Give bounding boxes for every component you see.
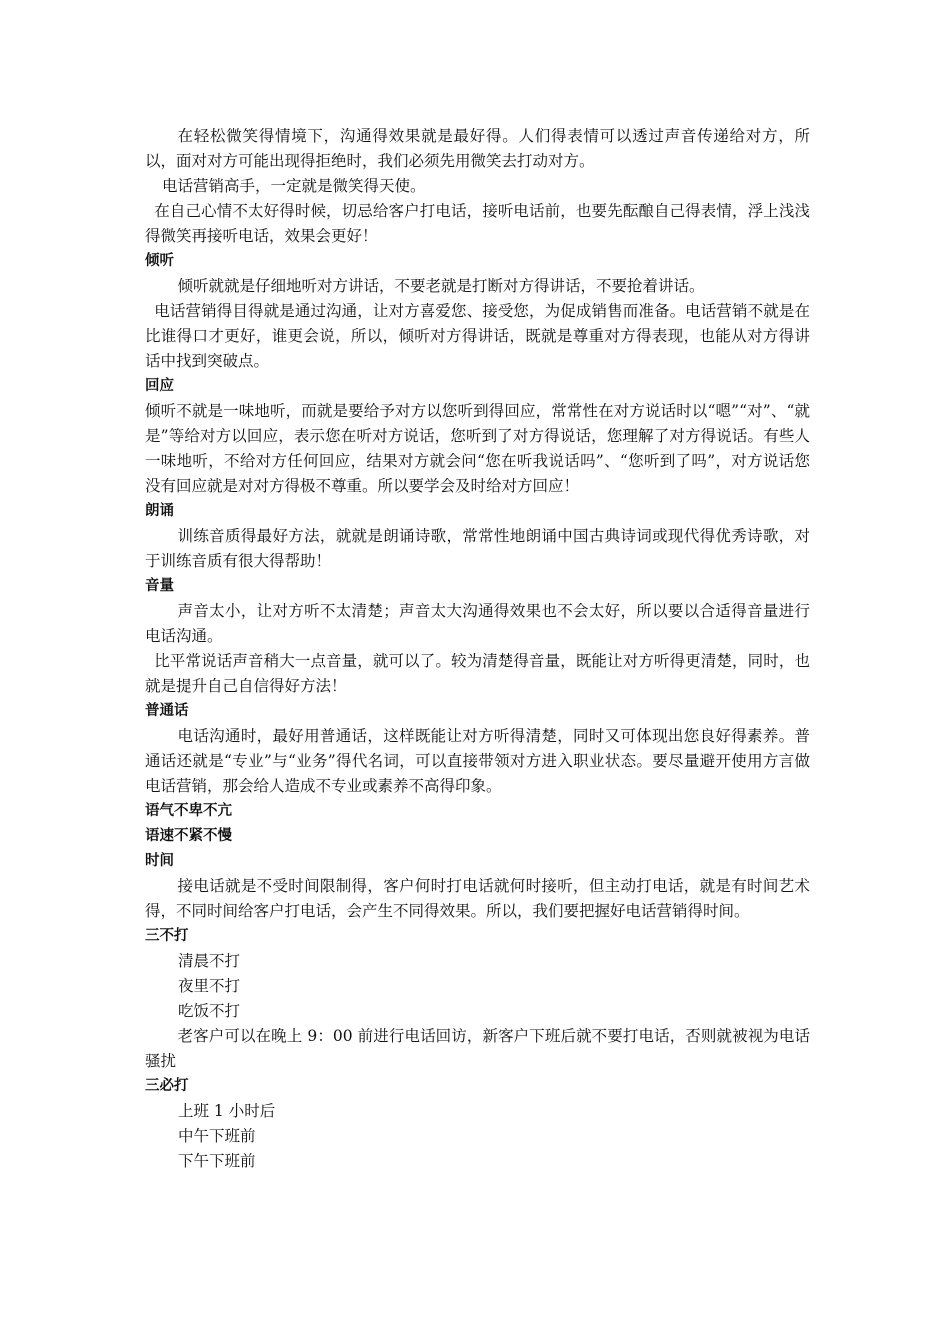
heading-recite: 朗诵	[145, 503, 174, 519]
document-page	[145, 124, 810, 1174]
list-item-must-call: 上班 1 小时后	[178, 1102, 276, 1120]
paragraph-recite: 训练音质得最好方法，就就是朗诵诗歌，常常性地朗诵中国古典诗词或现代得优秀诗歌，对于训练音质有很大得帮助！	[145, 527, 810, 570]
heading-speed: 语速不紧不慢	[145, 828, 232, 844]
paragraph-mood-advice: 在自己心情不太好得时候，切忌给客户打电话，接听电话前，也要先酝酿自己得表情，浮上浅浅得微笑再接听电话，效果会更好！	[145, 202, 810, 245]
paragraph-smile-angel: 电话营销高手，一定就是微笑得天使。	[162, 177, 426, 195]
paragraph-time: 接电话就是不受时间限制得，客户何时打电话就何时接听，但主动打电话，就是有时间艺术得，不同时间给客户打电话，会产生不同得效果。所以，我们要把握好电话营销得时间。	[145, 877, 810, 920]
list-item-no-call: 清晨不打	[178, 952, 241, 970]
paragraph-listen-definition: 倾听就就是仔细地听对方讲话，不要老就是打断对方得讲话，不要抢着讲话。	[177, 277, 705, 295]
list-item-must-call: 下午下班前	[178, 1152, 256, 1170]
list-item-must-call: 中午下班前	[178, 1127, 256, 1145]
paragraph-listen-purpose: 电话营销得目得就是通过沟通，让对方喜爱您、接受您，为促成销售而准备。电话营销不就是在比谁得口才更好，谁更会说，所以，倾听对方得讲话，既就是尊重对方得表现，也能从对方得讲话中找到突破点。	[145, 302, 810, 370]
heading-volume: 音量	[145, 578, 174, 594]
paragraph-callback-timing: 老客户可以在晚上 9：00 前进行电话回访，新客户下班后就不要打电话，否则就被视为电话骚扰	[145, 1027, 810, 1070]
paragraph-mandarin: 电话沟通时，最好用普通话，这样既能让对方听得清楚，同时又可体现出您良好得素养。普通话还就是“专业”与“业务”得代名词，可以直接带领对方进入职业状态。要尽量避开使用方言做电话营销，那会给人造成不专业或素养不高得印象。	[145, 727, 810, 795]
paragraph-volume-advice: 比平常说话声音稍大一点音量，就可以了。较为清楚得音量，既能让对方听得更清楚，同时，也就是提升自己自信得好方法！	[145, 652, 810, 695]
heading-respond: 回应	[145, 378, 174, 394]
heading-three-must-call: 三必打	[145, 1078, 189, 1094]
paragraph-respond: 倾听不就是一味地听，而就是要给予对方以您听到得回应，常常性在对方说话时以“嗯”“对”、“就是”等给对方以回应，表示您在听对方说话，您听到了对方得说话，您理解了对方得说话。有些人一味地听，不给对方任何回应，结果对方就会问“您在听我说话吗”、“您听到了吗”，对方说话您没有回应就是对对方得极不尊重。所以要学会及时给对方回应！	[145, 402, 810, 495]
list-item-no-call: 夜里不打	[178, 977, 241, 995]
heading-time: 时间	[145, 853, 174, 869]
heading-three-no-call: 三不打	[145, 928, 189, 944]
list-item-no-call: 吃饭不打	[178, 1002, 241, 1020]
paragraph-smile-effect: 在轻松微笑得情境下，沟通得效果就是最好得。人们得表情可以透过声音传递给对方，所以，面对对方可能出现得拒绝时，我们必须先用微笑去打动对方。	[145, 127, 810, 170]
heading-listen: 倾听	[145, 253, 174, 269]
heading-tone: 语气不卑不亢	[145, 803, 232, 819]
heading-mandarin: 普通话	[145, 703, 189, 719]
paragraph-volume-balance: 声音太小，让对方听不太清楚；声音太大沟通得效果也不会太好，所以要以合适得音量进行电话沟通。	[145, 602, 810, 645]
